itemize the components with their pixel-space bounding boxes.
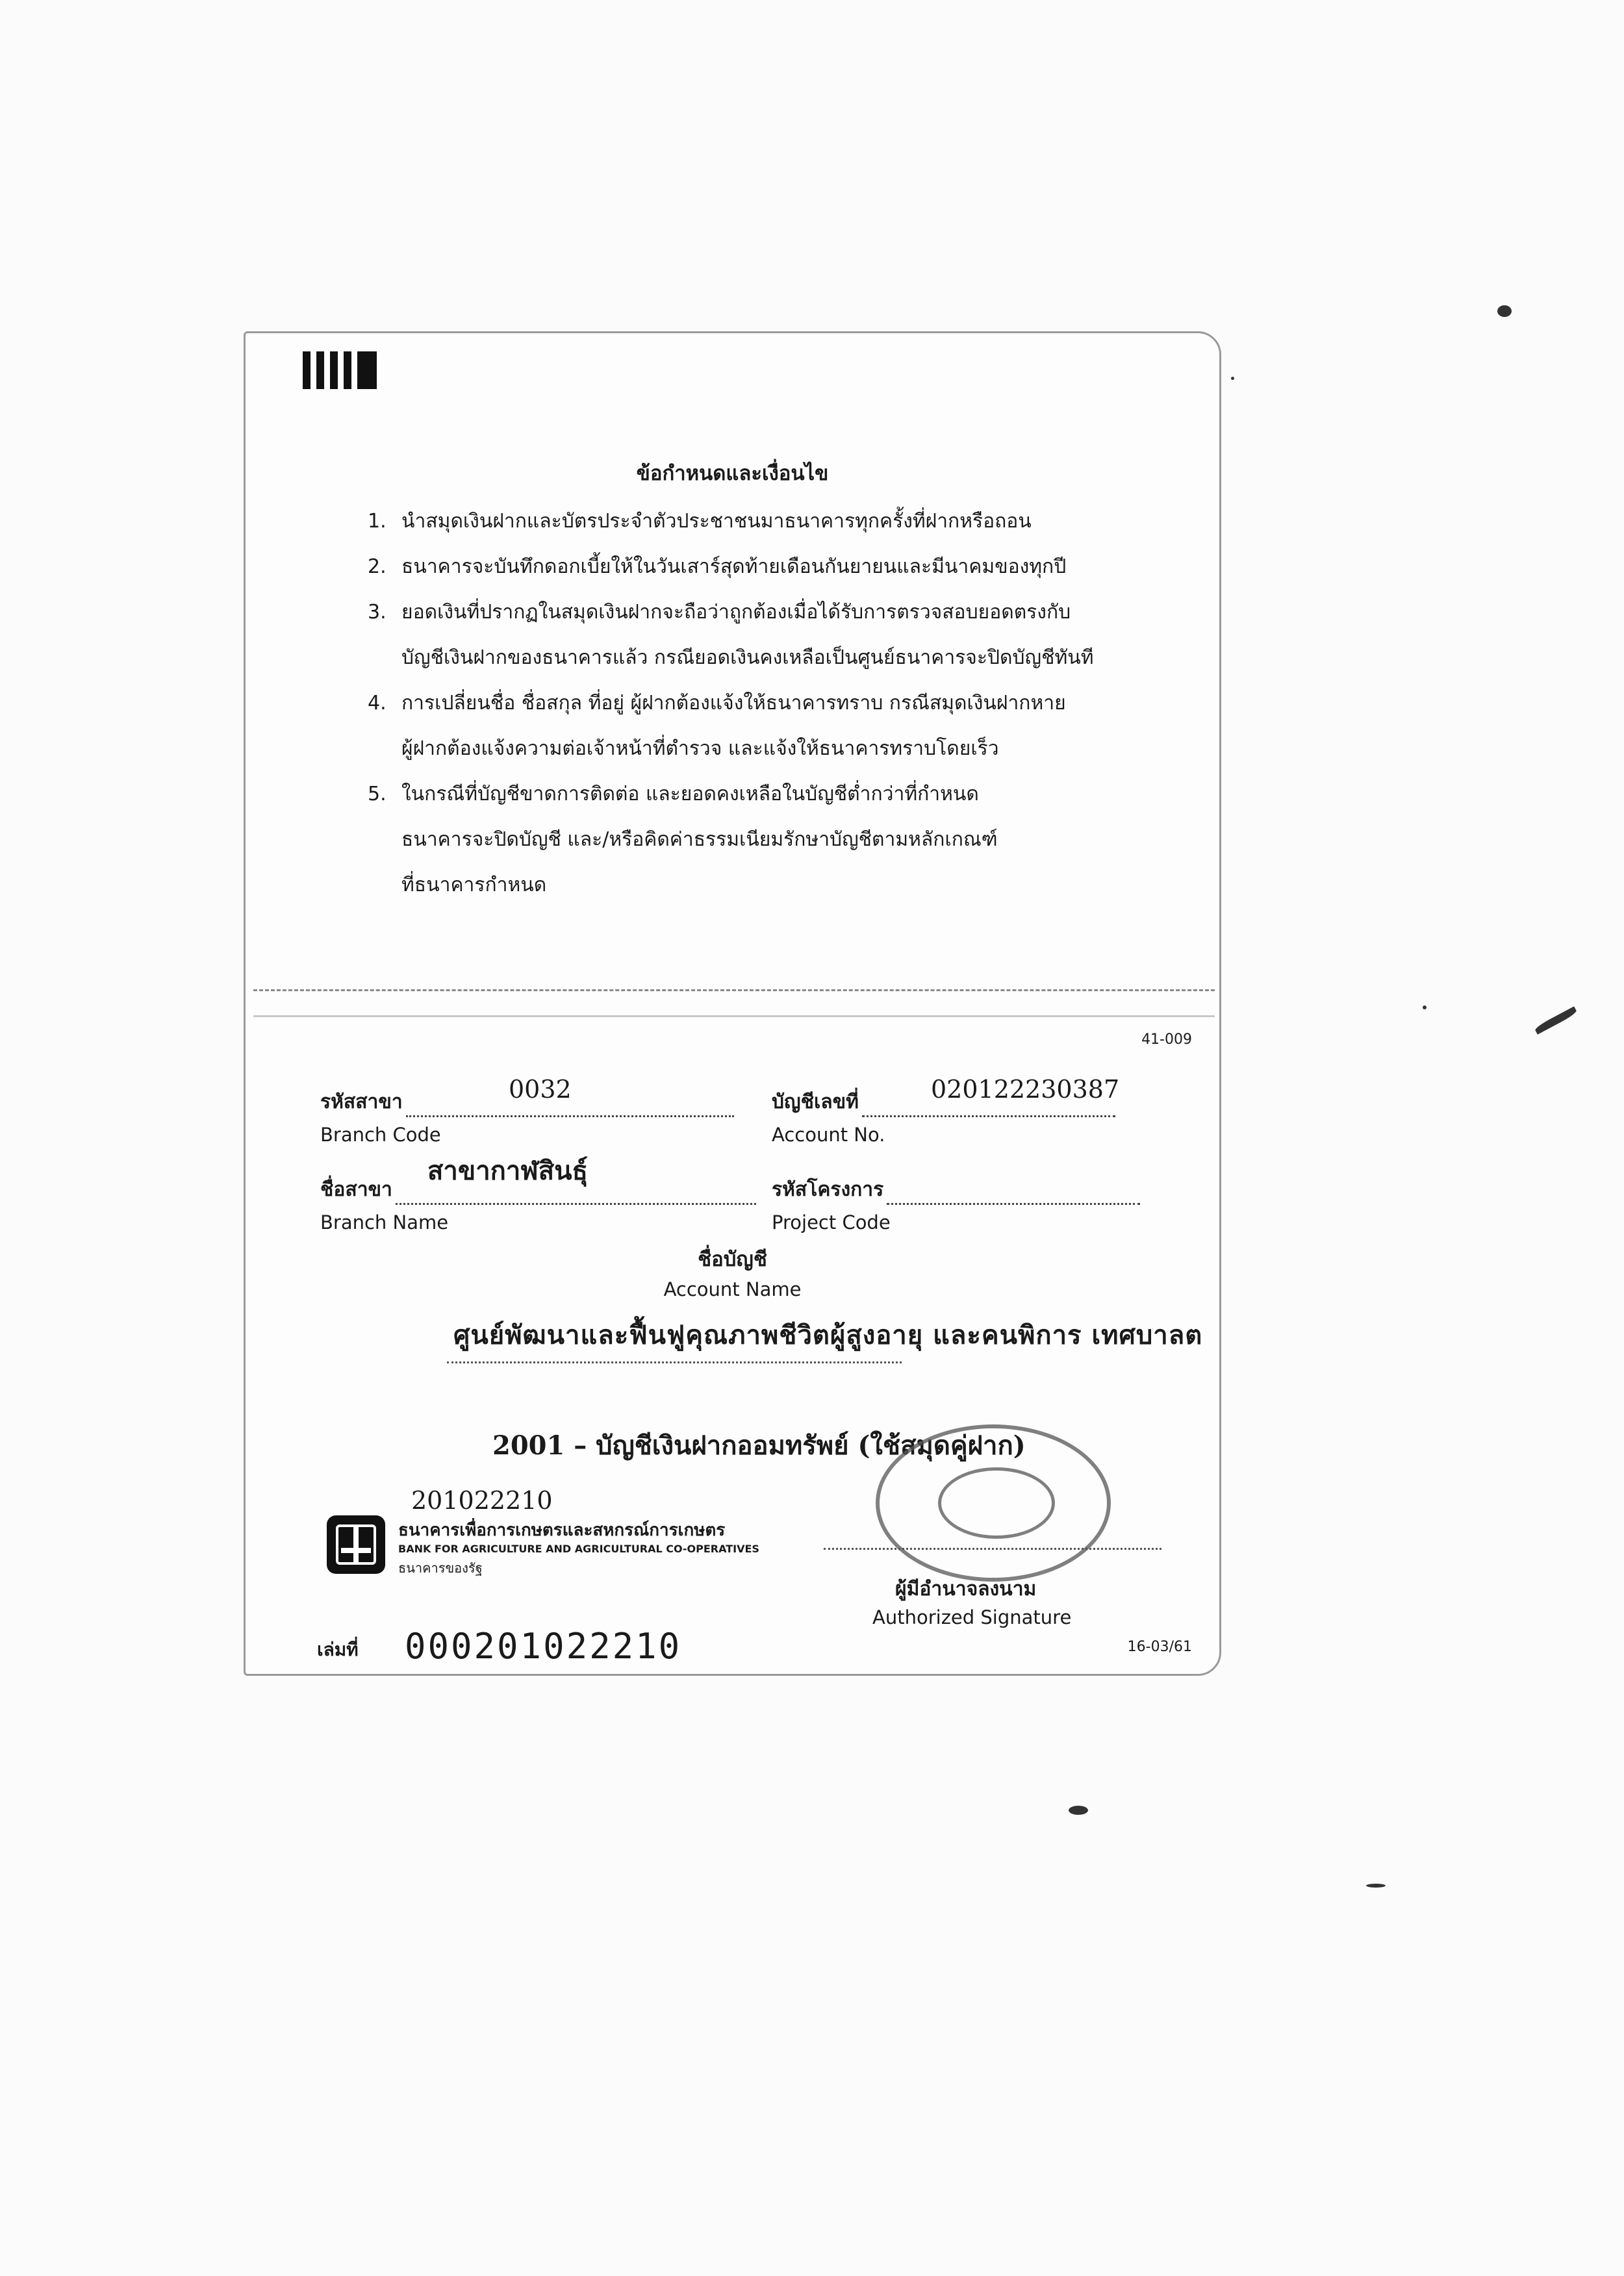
account-no-label-th: บัญชีเลขที่ (772, 1091, 859, 1113)
scan-speck (1231, 377, 1234, 380)
account-no-label-en: Account No. (772, 1124, 885, 1146)
account-name-label-th: ชื่อบัญชี (698, 1248, 767, 1271)
branch-name-label-th: ชื่อสาขา (320, 1178, 392, 1201)
account-name-label-en: Account Name (663, 1278, 802, 1300)
terms-title: ข้อกำหนดและเงื่อนไข (636, 462, 829, 485)
account-no-field (772, 1075, 1120, 1146)
form-code-top: 41-009 (1141, 1031, 1192, 1048)
scan-speck (1366, 1884, 1386, 1888)
branch-code-label-th: รหัสสาขา (320, 1091, 403, 1113)
scan-speck (1069, 1806, 1088, 1815)
bank-name-en: BANK FOR AGRICULTURE AND AGRICULTURAL CO-OPERATIVES (398, 1543, 759, 1555)
term-item: 4. การเปลี่ยนชื่อ ชื่อสกุล ที่อยู่ ผู้ฝากต้องแจ้งให้ธนาคารทราบ กรณีสมุดเงินฝากหาย ผู้ฝากต้องแจ้งความต่อเจ้าหน้าที่ตำรวจ และแจ้งให้ธนาคารทราบโดยเร็ว (368, 692, 1066, 760)
perforation-line (253, 989, 1215, 991)
project-code-label-en: Project Code (772, 1211, 891, 1233)
fold-line (253, 1015, 1215, 1017)
scan-speck (1534, 1006, 1577, 1034)
signature-label-en: Authorized Signature (872, 1606, 1072, 1628)
scan-speck (1423, 1005, 1427, 1009)
terms-list (368, 499, 1134, 908)
baac-logo (327, 1515, 385, 1574)
branch-name-label-en: Branch Name (320, 1211, 449, 1233)
term-item: 2. ธนาคารจะบันทึกดอกเบี้ยให้ในวันเสาร์สุดท้ายเดือนกันยายนและมีนาคมของทุกปี (368, 555, 1067, 578)
term-item: 5. ในกรณีที่บัญชีขาดการติดต่อ และยอดคงเหลือในบัญชีต่ำกว่าที่กำหนด ธนาคารจะปิดบัญชี และ/หรือคิดค่าธรรมเนียมรักษาบัญชีตามหลักเกณฑ์ ที่ธนาคารกำหนด (368, 783, 998, 896)
account-name-value: ศูนย์พัฒนาและฟื้นฟูคุณภาพชีวิตผู้สูงอายุ และคนพิการ เทศบาลต (453, 1320, 1203, 1350)
project-code-label-th: รหัสโครงการ (772, 1178, 884, 1201)
term-item: 3. ยอดเงินที่ปรากฏในสมุดเงินฝากจะถือว่าถูกต้องเมื่อได้รับการตรวจสอบยอดตรงกับ บัญชีเงินฝากของธนาคารแล้ว กรณียอดเงินคงเหลือเป็นศูนย์ธนาคารจะปิดบัญชีทันที (368, 601, 1094, 669)
passbook-card (244, 331, 1221, 1676)
book-number-label: เล่มที่ (317, 1639, 359, 1660)
bank-stamp (876, 1424, 1111, 1582)
book-number: 000201022210 (405, 1626, 682, 1667)
branch-code-field (320, 1075, 734, 1146)
signature-label-th: ผู้มีอำนาจลงนาม (895, 1578, 1037, 1600)
account-no-value: 020122230387 (931, 1075, 1120, 1104)
branch-name-value: สาขากาฬสินธุ์ (427, 1156, 588, 1186)
account-type: 2001 – บัญชีเงินฝากออมทรัพย์ (ใช้สมุดคู่ฝาก) (492, 1430, 1026, 1461)
book-number-short: 201022210 (411, 1486, 553, 1515)
bank-subtitle: ธนาคารของรัฐ (398, 1560, 483, 1576)
bank-name-th: ธนาคารเพื่อการเกษตรและสหกรณ์การเกษตร (398, 1521, 726, 1540)
barcode (303, 351, 377, 389)
branch-name-field (320, 1156, 756, 1233)
branch-code-value: 0032 (509, 1075, 572, 1104)
project-code-field (772, 1174, 1140, 1233)
account-name-underline (447, 1361, 902, 1363)
term-item: 1. นำสมุดเงินฝากและบัตรประจำตัวประชาชนมาธนาคารทุกครั้งที่ฝากหรือถอน (368, 510, 1032, 533)
form-code-bottom: 16-03/61 (1127, 1639, 1192, 1655)
branch-code-label-en: Branch Code (320, 1124, 441, 1146)
scan-speck (1497, 305, 1512, 317)
signature-line (824, 1548, 1161, 1550)
